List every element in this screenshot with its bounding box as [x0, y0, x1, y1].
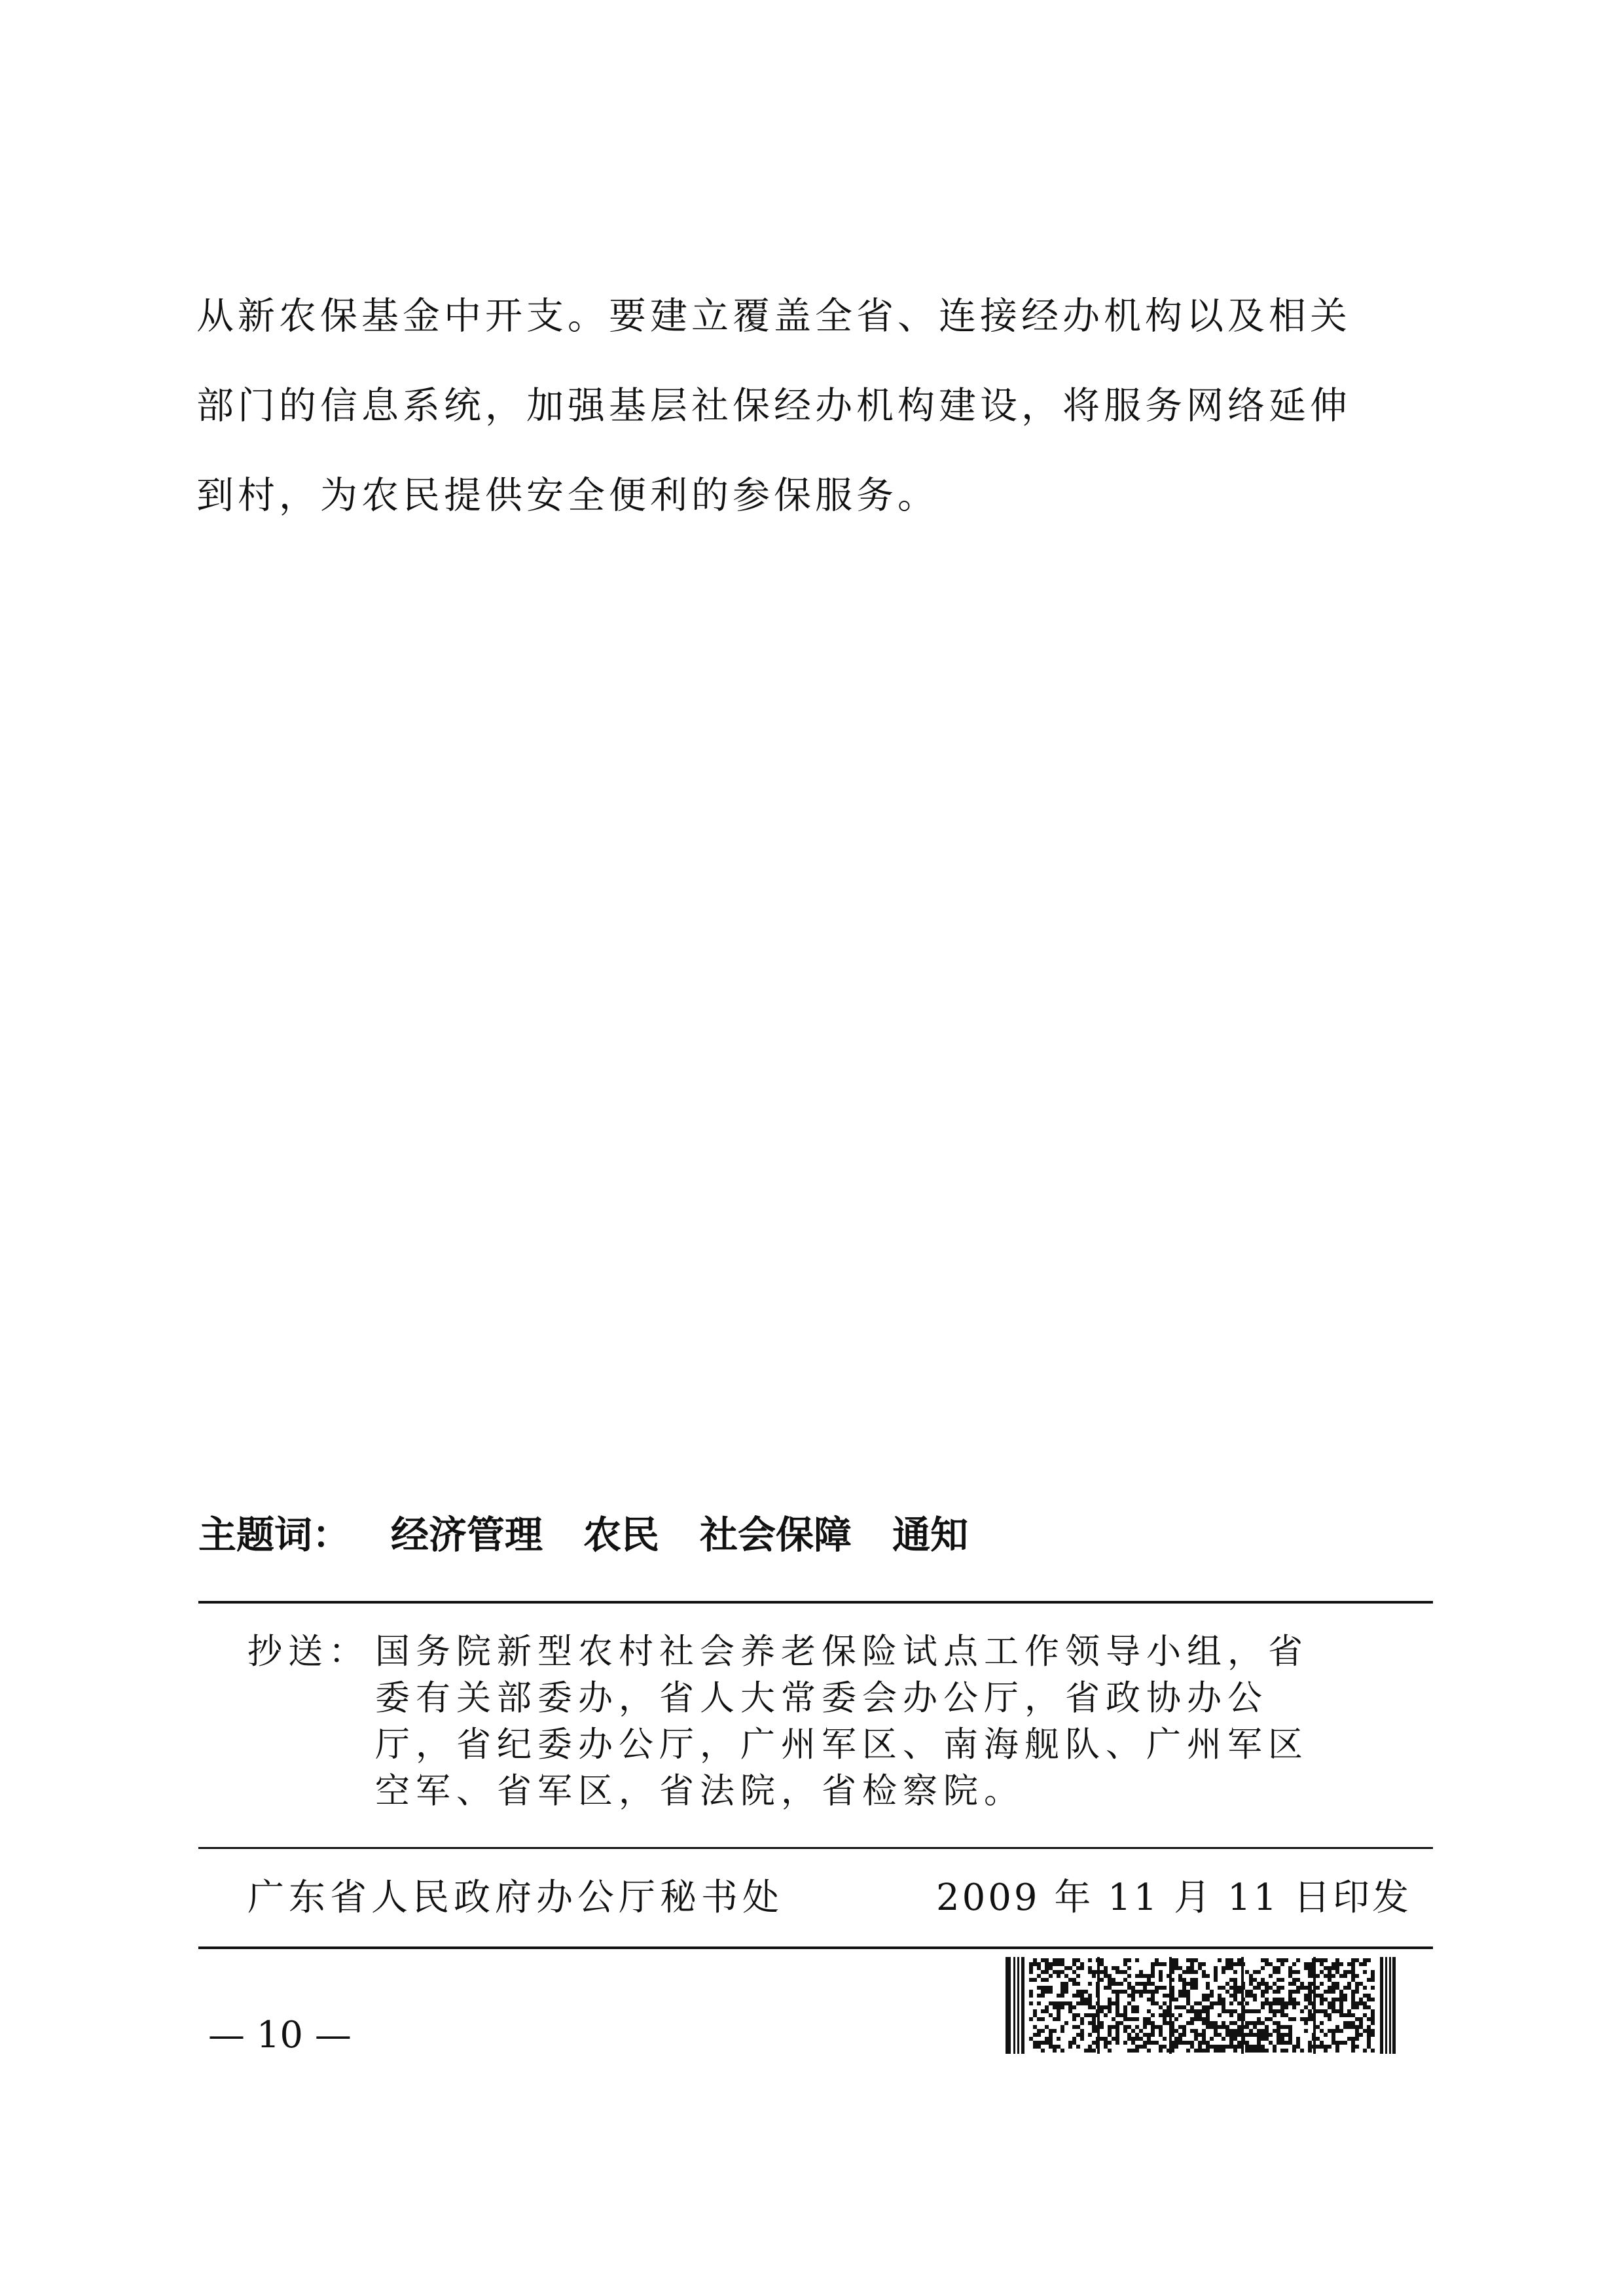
- divider-line: [198, 1847, 1433, 1849]
- body-line: 从新农保基金中开支。要建立覆盖全省、连接经办机构以及相关: [196, 295, 1351, 338]
- page-number: — 10 —: [208, 2014, 352, 2056]
- divider-line: [198, 1946, 1433, 1949]
- body-paragraph: [196, 272, 1440, 541]
- cc-line: 空军、省军区，省法院，省检察院。: [375, 1771, 1024, 1811]
- cc-recipients: [375, 1628, 1409, 1814]
- cc-line: 国务院新型农村社会养老保险试点工作领导小组，省: [375, 1632, 1309, 1672]
- issue-date: 2009 年 11 月 11 日印发: [936, 1876, 1412, 1919]
- cc-label: 抄送：: [247, 1632, 369, 1672]
- 2d-barcode-icon: [1006, 1957, 1396, 2054]
- subject-keyword: 农民: [583, 1513, 660, 1557]
- subject-terms: [198, 1509, 968, 1561]
- subject-terms-label: 主题词：: [198, 1513, 351, 1557]
- cc-line: 厅，省纪委办公厅，广州军区、南海舰队、广州军区: [375, 1725, 1309, 1765]
- body-line: 到村，为农民提供安全便利的参保服务。: [196, 474, 939, 517]
- subject-keyword: 社会保障: [700, 1513, 852, 1557]
- subject-keyword: 通知: [892, 1513, 969, 1557]
- body-line: 部门的信息系统，加强基层社保经办机构建设，将服务网络延伸: [196, 384, 1351, 427]
- subject-keyword: 经济管理: [391, 1513, 543, 1557]
- cc-line: 委有关部委办，省人大常委会办公厅，省政协办公: [375, 1678, 1268, 1718]
- divider-line: [198, 1601, 1433, 1604]
- issuer: 广东省人民政府办公厅秘书处: [247, 1876, 784, 1919]
